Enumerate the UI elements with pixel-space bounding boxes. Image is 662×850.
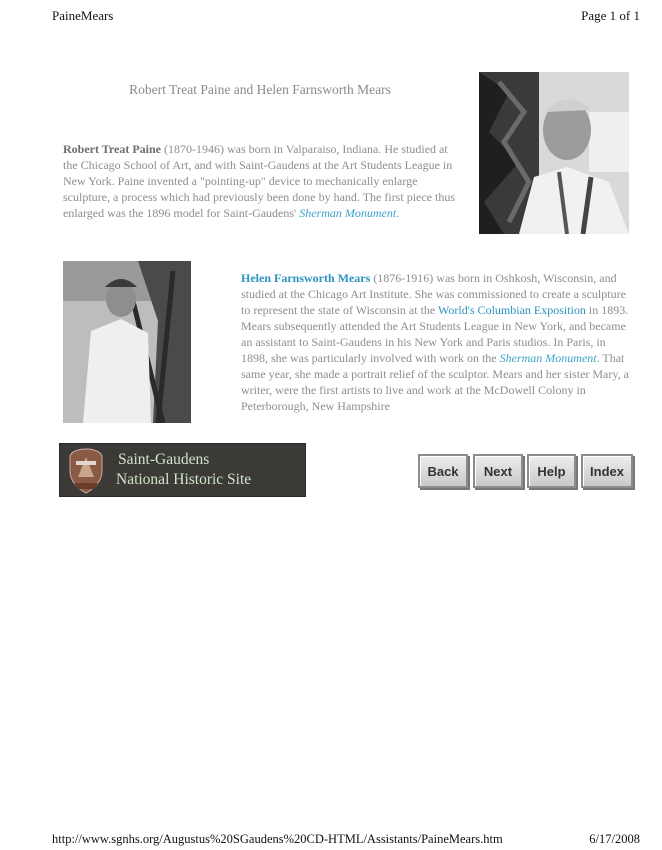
mears-name-link[interactable]: Helen Farnsworth Mears <box>241 271 371 285</box>
logo-line-2: National Historic Site <box>116 471 252 488</box>
paine-name: Robert Treat Paine <box>63 142 161 156</box>
logo-line-1: Saint-Gaudens <box>118 451 210 468</box>
sherman-monument-link-2[interactable]: Sherman Monument <box>499 351 597 365</box>
print-footer-url: http://www.sgnhs.org/Augustus%20SGaudens%20CD-HTML/Assistants/PaineMears.htm <box>52 832 503 846</box>
worlds-columbian-exposition-link[interactable]: World's Columbian Exposition <box>438 303 586 317</box>
mears-text-3: . That same year, she made a portrait relief of the sculptor. Mears and her sister Mary, a writer, were the first artists to live and work at the McDowell Colony in Peterborough, New Hampshire <box>241 351 629 413</box>
saint-gaudens-site-banner[interactable] <box>59 443 306 497</box>
mears-text-2: in 1893. Mears subsequently attended the Art Students League in New York, and became an assistant to Saint-Gaudens in his New York and Paris studios. In Paris, in 1898, she was particularly involved with work on the <box>241 303 629 365</box>
paine-text-end: . <box>396 206 400 220</box>
print-header-title: PaineMears <box>52 8 114 23</box>
print-footer-date: 6/17/2008 <box>589 832 640 846</box>
paine-portrait-photo <box>479 72 629 234</box>
sherman-monument-link[interactable]: Sherman Monument <box>299 206 397 220</box>
paine-paragraph <box>63 141 461 221</box>
page-title: Robert Treat Paine and Helen Farnsworth Mears <box>129 82 391 97</box>
nps-arrowhead-icon <box>66 447 106 495</box>
next-button[interactable]: Next <box>473 454 523 488</box>
help-button[interactable]: Help <box>527 454 576 488</box>
paine-text: (1870-1946) was born in Valparaiso, Indiana. He studied at the Chicago School of Art, and with Saint-Gaudens at the Art Students League in New York. Paine invented a "pointing-up" device to mechanically enlarge sculpture, a process which had previously been done by hand. The first piece thus enlarged was the 1896 model for Saint-Gaudens' <box>63 142 456 220</box>
mears-text-1: (1876-1916) was born in Oshkosh, Wisconsin, and studied at the Chicago Art Institute. She was commissioned to create a sculpture to represent the state of Wisconsin at the <box>241 271 626 317</box>
print-header-page-number: Page 1 of 1 <box>581 8 640 23</box>
mears-paragraph <box>241 270 633 414</box>
mears-portrait-photo <box>63 261 191 423</box>
index-button[interactable]: Index <box>581 454 633 488</box>
back-button[interactable]: Back <box>418 454 468 488</box>
